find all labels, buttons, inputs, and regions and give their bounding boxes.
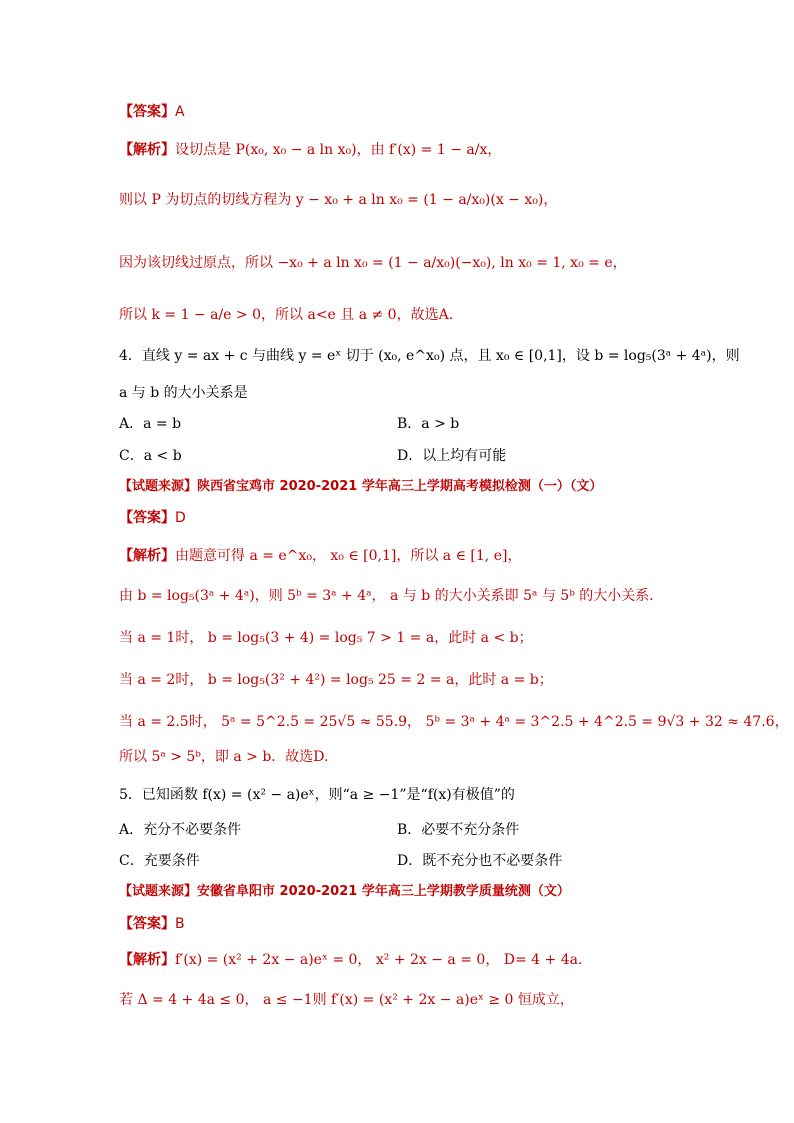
question-5-stem: 5．已知函数 f(x) = (x² − a)eˣ，则“a ≥ −1”是“f(x)有极值”的 xyxy=(119,787,515,803)
analysis-text: 设切点是 P(x₀, x₀ − a ln x₀)，由 f′(x) = 1 − a/x， xyxy=(175,142,502,158)
question-4-option-d: D．以上均有可能 xyxy=(397,448,507,464)
answer-value: B xyxy=(175,916,185,932)
analysis-line-2: 则以 P 为切点的切线方程为 y − x₀ + a ln x₀ = (1 − a/x₀)(x − x₀)， xyxy=(119,192,558,208)
analysis-line-3: 因为该切线过原点，所以 −x₀ + a ln x₀ = (1 − a/x₀)(−x₀), ln x₀ = 1, x₀ = e， xyxy=(119,255,627,271)
answer-value: A xyxy=(175,104,185,120)
source-tag: 【试题来源】 xyxy=(119,884,198,899)
question-4-option-b: B．a > b xyxy=(397,416,460,432)
analysis-text: 由题意可得 a = e^x₀， x₀ ∈ [0,1]，所以 a ∈ [1, e]， xyxy=(175,548,522,564)
analysis-tag: 【解析】 xyxy=(119,952,175,968)
answer-value: D xyxy=(175,510,186,526)
source-tag: 【试题来源】 xyxy=(119,479,198,494)
question-5-option-b: B．必要不充分条件 xyxy=(397,822,520,838)
source-text: 陕西省宝鸡市 2020-2021 学年高三上学期高考模拟检测（一）（文） xyxy=(197,479,603,494)
question-4-analysis-5: 当 a = 2.5时， 5ᵃ = 5^2.5 = 25√5 ≈ 55.9， 5ᵇ = 3ᵃ + 4ᵃ = 3^2.5 + 4^2.5 = 9√3 + 32 ≈ 47.6， xyxy=(119,714,789,730)
question-4-option-a: A．a = b xyxy=(119,416,182,432)
question-4-analysis-1 xyxy=(119,546,521,566)
question-4-analysis-4: 当 a = 2时， b = log₅(3² + 4²) = log₅ 25 = 2 = a，此时 a = b； xyxy=(119,672,553,688)
question-4-option-c: C．a < b xyxy=(119,448,182,464)
question-5-option-a: A．充分不必要条件 xyxy=(119,822,242,838)
question-4-analysis-2: 由 b = log₅(3ᵃ + 4ᵃ)，则 5ᵇ = 3ᵃ + 4ᵃ， a 与 b 的大小关系即 5ᵃ 与 5ᵇ 的大小关系． xyxy=(119,588,664,604)
analysis-line-1 xyxy=(119,140,501,160)
answer-tag: 【答案】 xyxy=(119,104,175,120)
answer-line-1 xyxy=(119,102,185,122)
question-4-answer xyxy=(119,508,186,528)
question-5-answer xyxy=(119,914,185,934)
question-5-option-c: C．充要条件 xyxy=(119,853,200,869)
analysis-line-4: 所以 k = 1 − a/e > 0，所以 a<e 且 a ≠ 0，故选A. xyxy=(119,307,454,323)
source-text: 安徽省阜阳市 2020-2021 学年高三上学期教学质量统测（文） xyxy=(197,884,570,899)
answer-tag: 【答案】 xyxy=(119,510,175,526)
analysis-text: f′(x) = (x² + 2x − a)eˣ = 0， x² + 2x − a = 0， D= 4 + 4a． xyxy=(175,952,592,968)
question-4-analysis-6: 所以 5ᵃ > 5ᵇ，即 a > b．故选D. xyxy=(119,749,329,765)
question-4-stem-2: a 与 b 的大小关系是 xyxy=(119,385,248,401)
question-5-analysis-1 xyxy=(119,950,592,970)
question-5-analysis-2: 若 Δ = 4 + 4a ≤ 0， a ≤ −1则 f′(x) = (x² + 2x − a)eˣ ≥ 0 恒成立， xyxy=(119,992,574,1008)
question-5-source xyxy=(119,882,570,902)
question-4-stem-1: 4．直线 y = ax + c 与曲线 y = eˣ 切于 (x₀, e^x₀) 点，且 x₀ ∈ [0,1]，设 b = log₅(3ᵃ + 4ᵃ)，则 xyxy=(119,348,740,364)
answer-tag: 【答案】 xyxy=(119,916,175,932)
analysis-tag: 【解析】 xyxy=(119,142,175,158)
question-5-option-d: D．既不充分也不必要条件 xyxy=(397,853,563,869)
question-4-source xyxy=(119,477,602,497)
question-4-analysis-3: 当 a = 1时， b = log₅(3 + 4) = log₅ 7 > 1 = a，此时 a < b； xyxy=(119,630,533,646)
analysis-tag: 【解析】 xyxy=(119,548,175,564)
